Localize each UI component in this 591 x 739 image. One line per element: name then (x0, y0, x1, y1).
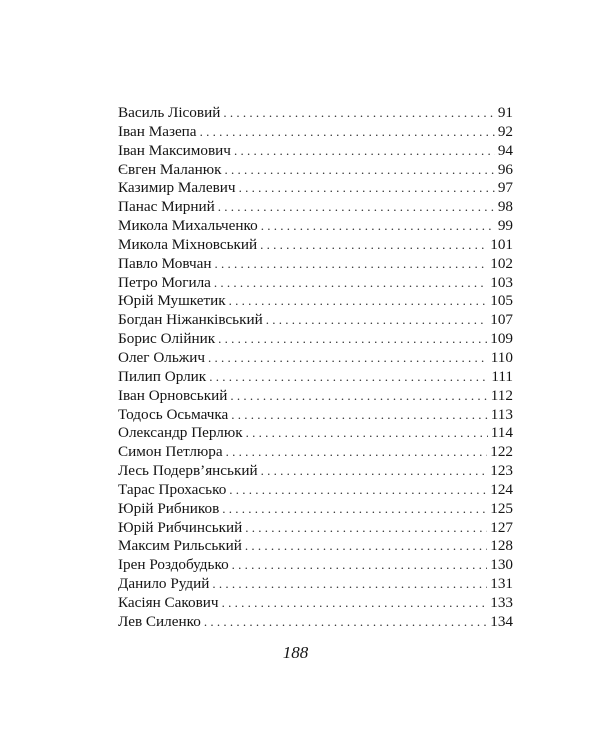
toc-entry-name: Ірен Роздобудько (118, 556, 229, 574)
toc-entry-page: 105 (490, 292, 513, 310)
toc-entry (118, 104, 513, 123)
toc-entry-page: 133 (490, 593, 513, 611)
toc-entry-name: Пилип Орлик (118, 367, 207, 385)
toc-entry (118, 311, 513, 330)
toc-entry (118, 406, 513, 425)
toc-entry-name: Павло Мовчан (118, 254, 212, 272)
table-of-contents (118, 104, 513, 632)
toc-entry (118, 330, 513, 349)
dot-leader (260, 236, 487, 255)
toc-entry (118, 217, 513, 236)
toc-entry-name: Іван Орновський (118, 386, 228, 404)
toc-entry-name: Юрій Мушкетик (118, 292, 226, 310)
toc-entry (118, 198, 513, 217)
dot-leader (230, 387, 487, 406)
toc-entry (118, 443, 513, 462)
dot-leader (232, 556, 488, 575)
dot-leader (209, 368, 488, 387)
toc-entry-name: Касіян Сакович (118, 593, 219, 611)
toc-entry (118, 236, 513, 255)
toc-entry (118, 274, 513, 293)
toc-entry-page: 112 (490, 386, 513, 404)
toc-entry-page: 99 (497, 217, 513, 235)
toc-entry-page: 107 (490, 311, 513, 329)
dot-leader (266, 311, 488, 330)
dot-leader (245, 519, 487, 538)
toc-entry-name: Казимир Малевич (118, 179, 236, 197)
toc-entry-page: 110 (490, 348, 513, 366)
toc-entry (118, 368, 513, 387)
dot-leader (222, 500, 487, 519)
toc-entry (118, 613, 513, 632)
toc-entry (118, 519, 513, 538)
dot-leader (223, 104, 494, 123)
toc-entry (118, 537, 513, 556)
toc-entry-page: 130 (490, 556, 513, 574)
toc-entry-name: Тарас Прохасько (118, 480, 227, 498)
toc-entry (118, 142, 513, 161)
dot-leader (229, 481, 487, 500)
toc-entry (118, 500, 513, 519)
page-number: 188 (282, 643, 309, 662)
dot-leader (226, 443, 488, 462)
dot-leader (246, 424, 488, 443)
toc-entry-name: Тодось Осьмачка (118, 405, 229, 423)
toc-entry (118, 594, 513, 613)
toc-entry-page: 114 (490, 424, 513, 442)
toc-entry-name: Юрій Рибников (118, 499, 220, 517)
toc-entry-name: Борис Олійник (118, 330, 216, 348)
toc-entry-page: 113 (490, 405, 513, 423)
toc-entry (118, 161, 513, 180)
toc-entry-page: 122 (490, 443, 513, 461)
toc-entry-page: 91 (497, 104, 513, 121)
dot-leader (234, 142, 495, 161)
toc-entry-name: Юрій Рибчинський (118, 518, 243, 536)
toc-entry-page: 131 (490, 575, 513, 593)
toc-entry (118, 292, 513, 311)
dot-leader (231, 406, 488, 425)
dot-leader (261, 462, 488, 481)
toc-entry-name: Василь Лісовий (118, 104, 221, 121)
toc-entry-name: Лев Силенко (118, 612, 201, 630)
toc-entry (118, 424, 513, 443)
toc-entry-page: 102 (490, 254, 513, 272)
dot-leader (212, 575, 487, 594)
toc-entry-name: Олег Ольжич (118, 348, 206, 366)
toc-entry-page: 94 (497, 141, 513, 159)
dot-leader (218, 198, 495, 217)
dot-leader (214, 255, 487, 274)
toc-entry-page: 96 (497, 160, 513, 178)
toc-entry-page: 103 (490, 273, 513, 291)
toc-entry-name: Данило Рудий (118, 575, 210, 593)
toc-entry-page: 97 (497, 179, 513, 197)
toc-entry-name: Євген Маланюк (118, 160, 222, 178)
toc-entry-name: Богдан Ніжанківський (118, 311, 263, 329)
toc-entry-name: Петро Могила (118, 273, 211, 291)
dot-leader (200, 123, 495, 142)
dot-leader (214, 274, 487, 293)
toc-entry-page: 111 (491, 367, 513, 385)
toc-entry-name: Іван Максимович (118, 141, 231, 159)
toc-entry-name: Лесь Подерв’янський (118, 462, 258, 480)
toc-entry-name: Микола Міхновський (118, 235, 258, 253)
toc-entry-page: 128 (490, 537, 513, 555)
dot-leader (204, 613, 487, 632)
toc-entry (118, 575, 513, 594)
toc-entry-page: 101 (490, 235, 513, 253)
dot-leader (218, 330, 487, 349)
toc-entry (118, 255, 513, 274)
toc-entry (118, 481, 513, 500)
toc-entry-name: Панас Мирний (118, 198, 215, 216)
toc-entry-page: 92 (497, 122, 513, 140)
toc-entry-name: Максим Рильський (118, 537, 242, 555)
toc-entry-page: 127 (490, 518, 513, 536)
dot-leader (208, 349, 488, 368)
toc-entry (118, 349, 513, 368)
toc-entry-page: 124 (490, 480, 513, 498)
toc-entry (118, 556, 513, 575)
toc-entry-page: 134 (490, 612, 513, 630)
toc-entry-name: Симон Петлюра (118, 443, 223, 461)
dot-leader (239, 179, 495, 198)
toc-entry-name: Іван Мазепа (118, 122, 197, 140)
toc-entry (118, 123, 513, 142)
toc-entry-page: 123 (490, 462, 513, 480)
dot-leader (222, 594, 488, 613)
dot-leader (261, 217, 495, 236)
toc-entry (118, 179, 513, 198)
dot-leader (245, 537, 487, 556)
toc-entry-name: Олександр Перлюк (118, 424, 243, 442)
toc-entry-page: 109 (490, 330, 513, 348)
toc-entry (118, 462, 513, 481)
toc-entry-page: 98 (497, 198, 513, 216)
toc-entry-name: Микола Михальченко (118, 217, 258, 235)
dot-leader (229, 292, 488, 311)
toc-entry (118, 387, 513, 406)
dot-leader (224, 161, 494, 180)
toc-entry-page: 125 (490, 499, 513, 517)
